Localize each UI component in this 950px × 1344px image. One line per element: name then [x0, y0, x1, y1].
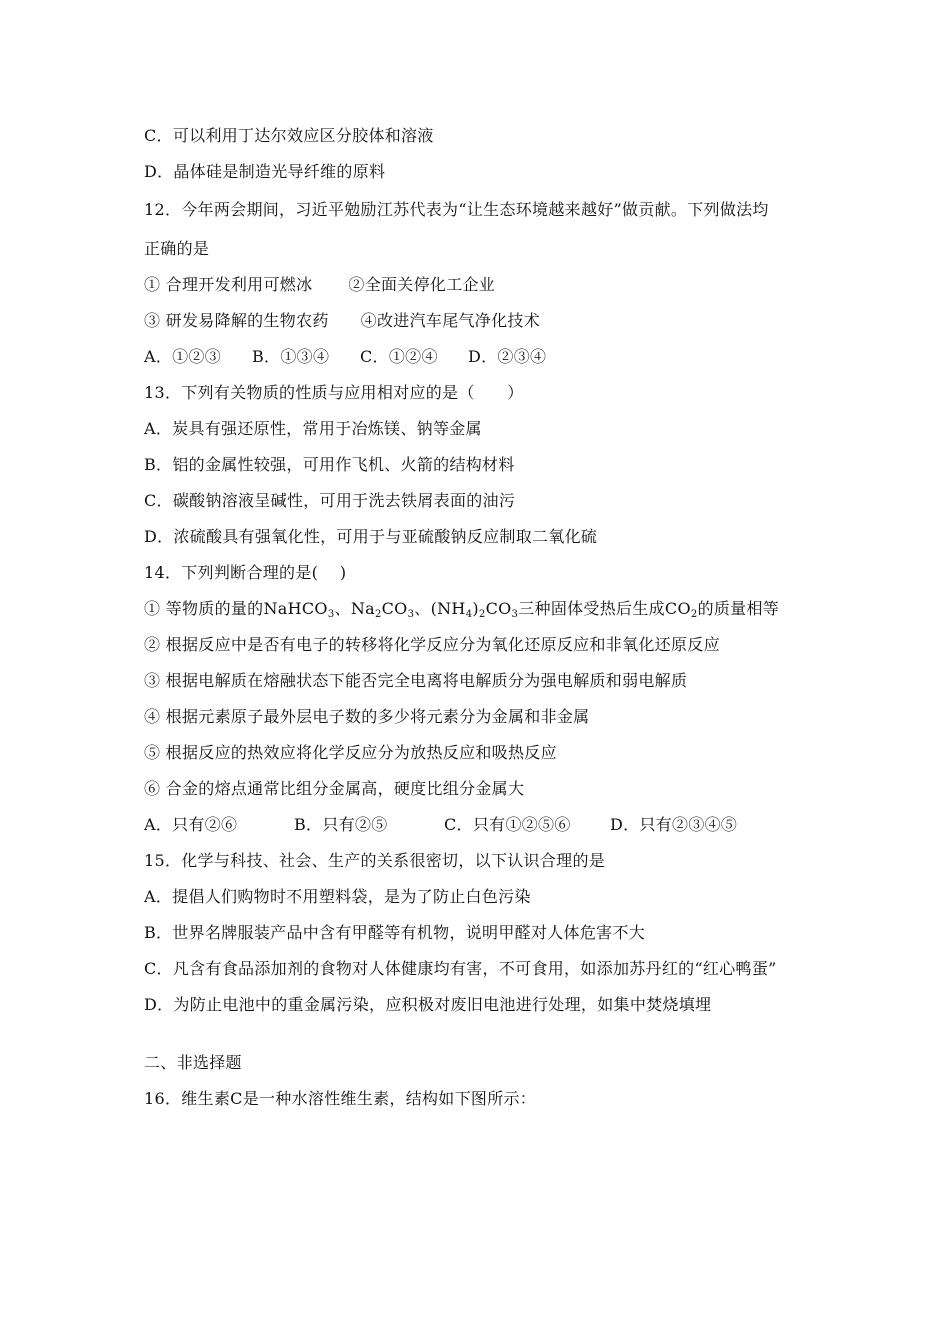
q14-options	[144, 815, 737, 835]
q14-item-6: ⑥ 合金的熔点通常比组分金属高，硬度比组分金属大	[144, 779, 525, 798]
q15-stem: 15．化学与科技、社会、生产的关系很密切，以下认识合理的是	[144, 851, 606, 870]
q12-stem-line2: 正确的是	[144, 239, 210, 258]
q12-item-3: ③ 研发易降解的生物农药	[144, 311, 329, 330]
q15-option-a: A．提倡人们购物时不用塑料袋，是为了防止白色污染	[144, 887, 531, 906]
q12-item-1: ① 合理开发利用可燃冰	[144, 275, 313, 294]
q12-option-b: B．①③④	[252, 347, 330, 366]
q15-option-d: D．为防止电池中的重金属污染，应积极对废旧电池进行处理，如集中焚烧填埋	[144, 995, 712, 1014]
q14-option-a: A．只有②⑥	[144, 815, 238, 834]
q12-item-4: ④改进汽车尾气净化技术	[360, 311, 540, 330]
q12-option-c: C．①②④	[360, 347, 438, 366]
section-heading: 二、非选择题	[144, 1053, 242, 1072]
q13-stem: 13．下列有关物质的性质与应用相对应的是（ ）	[144, 383, 524, 402]
q12-items-row1	[144, 275, 495, 295]
q12-items-row2	[144, 311, 540, 331]
q14-item-2: ② 根据反应中是否有电子的转移将化学反应分为氧化还原反应和非氧化还原反应	[144, 635, 720, 654]
q14-item-5: ⑤ 根据反应的热效应将化学反应分为放热反应和吸热反应	[144, 743, 557, 762]
q14-item-4: ④ 根据元素原子最外层电子数的多少将元素分为金属和非金属	[144, 707, 590, 726]
q14-item-3: ③ 根据电解质在熔融状态下能否完全电离将电解质分为强电解质和弱电解质	[144, 671, 688, 690]
q14-option-d: D．只有②③④⑤	[610, 815, 738, 834]
q12-options	[144, 347, 546, 367]
q14-option-c: C．只有①②⑤⑥	[444, 815, 571, 834]
q13-option-d: D．浓硫酸具有强氧化性，可用于与亚硫酸钠反应制取二氧化硫	[144, 527, 598, 546]
q13-option-a: A．炭具有强还原性，常用于冶炼镁、钠等金属	[144, 419, 482, 438]
q14-item-1: ① 等物质的量的NaHCO$_3$、$Na_2CO_3$、$(NH_4)_2CO_3$三种固体受热后生成$CO_2$的质量相等	[144, 599, 780, 620]
q12-option-a: A．①②③	[144, 347, 222, 366]
q14-stem: 14．下列判断合理的是( )	[144, 563, 347, 582]
q13-option-b: B．铝的金属性较强，可用作飞机、火箭的结构材料	[144, 455, 515, 474]
q15-option-c: C．凡含有食品添加剂的食物对人体健康均有害，不可食用，如添加苏丹红的“红心鸭蛋”	[144, 959, 777, 978]
q13-option-c: C．碳酸钠溶液呈碱性，可用于洗去铁屑表面的油污	[144, 491, 516, 510]
q15-option-b: B．世界名牌服装产品中含有甲醛等有机物，说明甲醛对人体危害不大	[144, 923, 646, 942]
q14-option-b: B．只有②⑤	[294, 815, 388, 834]
q12-stem-line1: 12．今年两会期间，习近平勉励江苏代表为“让生态环境越来越好”做贡献。下列做法均	[144, 200, 769, 219]
q16-stem: 16．维生素C是一种水溶性维生素，结构如下图所示：	[144, 1089, 537, 1108]
q11-option-d: D．晶体硅是制造光导纤维的原料	[144, 162, 386, 181]
q12-option-d: D．②③④	[468, 347, 547, 366]
q11-option-c: C．可以利用丁达尔效应区分胶体和溶液	[144, 126, 434, 145]
q12-item-2: ②全面关停化工企业	[348, 275, 496, 294]
